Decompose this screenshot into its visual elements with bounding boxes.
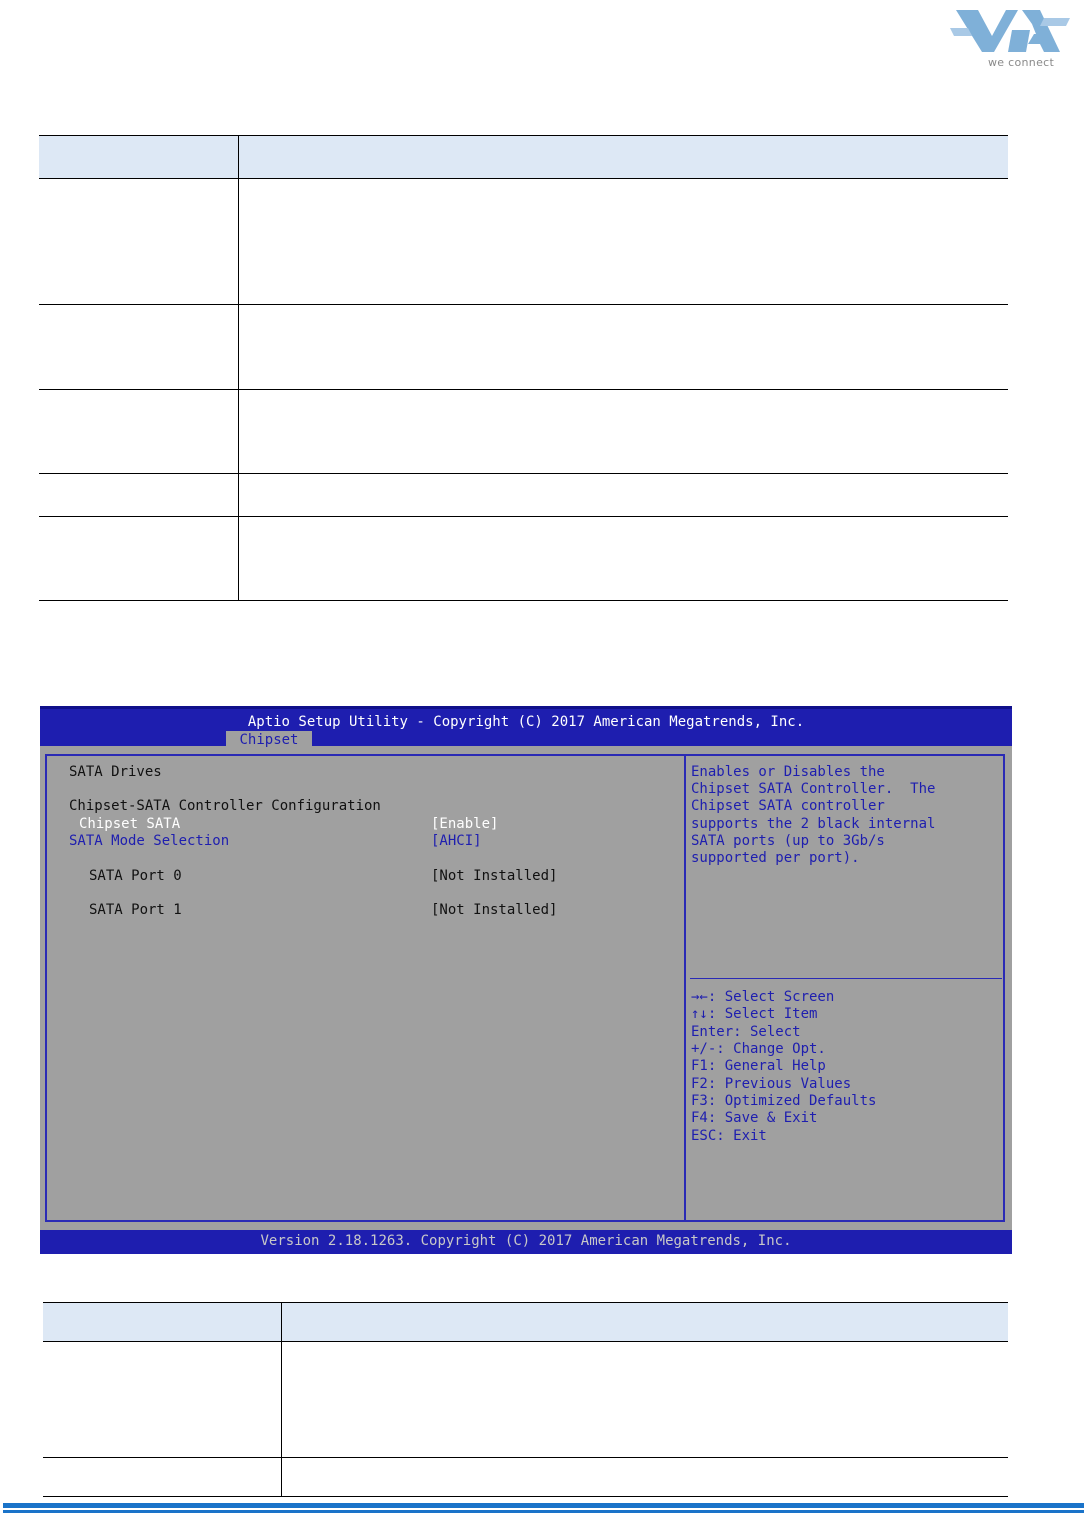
bios-panel-divider	[684, 754, 686, 1222]
table-row	[39, 305, 1008, 390]
footer-stripe	[3, 1510, 1084, 1513]
chipset-sata-option[interactable]: Chipset SATA	[79, 816, 181, 832]
help-line: supports the 2 black internal	[691, 816, 936, 832]
key-help-change-opt: +/-: Change Opt.	[691, 1041, 826, 1057]
key-help-select-item: ↑↓: Select Item	[691, 1006, 818, 1022]
key-help-esc: ESC: Exit	[691, 1128, 767, 1144]
top-table	[39, 135, 1008, 601]
sata-port1-value: [Not Installed]	[431, 902, 558, 918]
help-line: Enables or Disables the	[691, 764, 885, 780]
sata-drives-label: SATA Drives	[69, 764, 162, 780]
bios-screen	[40, 706, 1012, 1254]
via-logo	[948, 6, 1072, 68]
table-header-row	[43, 1303, 1008, 1342]
sata-mode-value[interactable]: [AHCI]	[431, 833, 482, 849]
bios-title-bar	[40, 706, 1012, 746]
table-row	[39, 517, 1008, 601]
sata-port0-label: SATA Port 0	[89, 868, 182, 884]
table-header-row	[39, 136, 1008, 179]
table-row	[43, 1342, 1008, 1458]
controller-config-heading: Chipset-SATA Controller Configuration	[69, 798, 381, 814]
key-help-enter: Enter: Select	[691, 1024, 801, 1040]
key-help-f1: F1: General Help	[691, 1058, 826, 1074]
sata-port0-value: [Not Installed]	[431, 868, 558, 884]
key-help-select-screen: →←: Select Screen	[691, 989, 835, 1005]
help-line: SATA ports (up to 3Gb/s	[691, 833, 885, 849]
tab-chipset[interactable]: Chipset	[226, 731, 312, 749]
key-help-f4: F4: Save & Exit	[691, 1110, 818, 1126]
table-row	[43, 1458, 1008, 1497]
table-row	[39, 474, 1008, 517]
bios-help-divider	[690, 978, 1002, 979]
logo-tagline: we connect	[988, 56, 1055, 69]
help-line: Chipset SATA Controller. The	[691, 781, 936, 797]
footer-stripe	[3, 1503, 1084, 1508]
table-row	[39, 179, 1008, 305]
help-line: supported per port).	[691, 850, 860, 866]
key-help-f3: F3: Optimized Defaults	[691, 1093, 877, 1109]
sata-mode-option[interactable]: SATA Mode Selection	[69, 833, 230, 849]
help-line: Chipset SATA controller	[691, 798, 885, 814]
sata-port1-label: SATA Port 1	[89, 902, 182, 918]
key-help-f2: F2: Previous Values	[691, 1076, 852, 1092]
table-row	[39, 390, 1008, 474]
bios-title: Aptio Setup Utility - Copyright (C) 2017 American Megatrends, Inc.	[247, 714, 805, 730]
via-logo-mark	[948, 6, 1072, 58]
chipset-sata-value[interactable]: [Enable]	[431, 816, 499, 832]
bottom-table	[43, 1302, 1008, 1497]
bios-version-bar: Version 2.18.1263. Copyright (C) 2017 American Megatrends, Inc.	[40, 1230, 1012, 1254]
